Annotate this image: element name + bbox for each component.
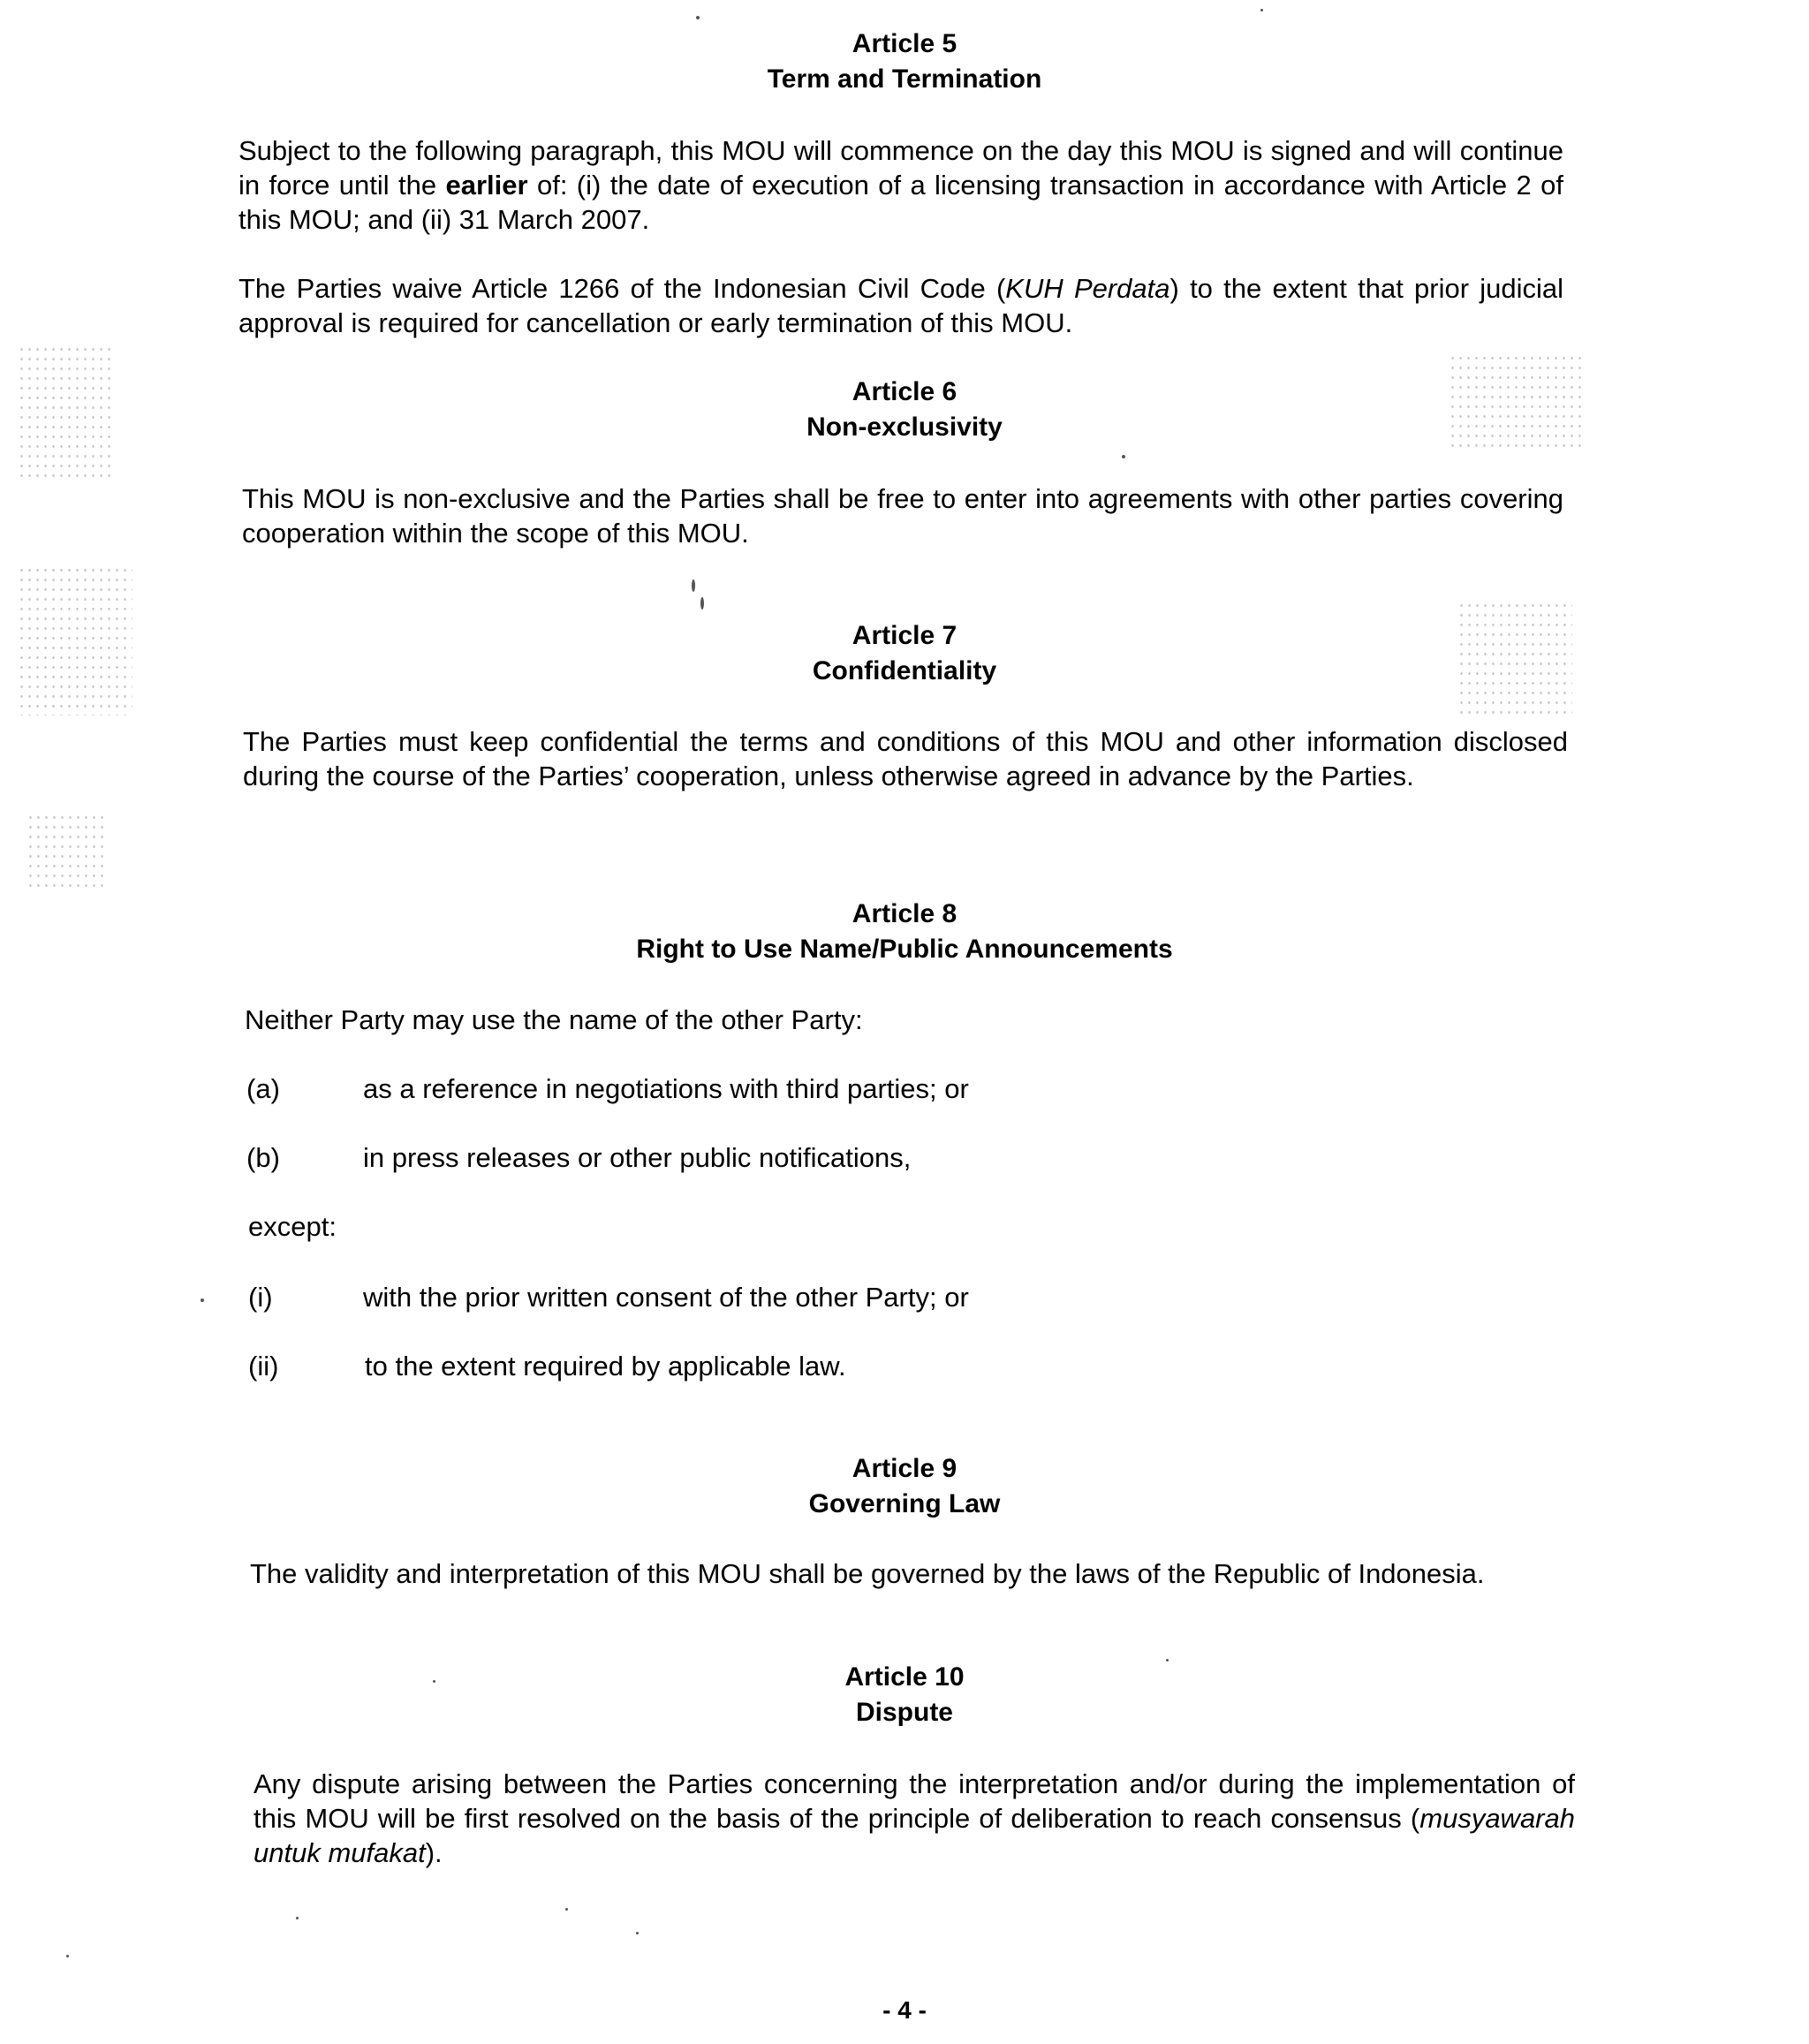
text-run: This MOU is non-exclusive and the Parties shall be free to enter into agreements with other parties covering cooperation within the scope of this MOU. <box>242 483 1563 549</box>
article-number: Article 6 <box>852 377 957 406</box>
article-6-heading <box>0 375 1809 445</box>
article-5-heading <box>0 26 1809 97</box>
article-10-heading <box>0 1660 1809 1730</box>
scan-speck <box>696 16 700 19</box>
scan-speck <box>201 1298 204 1302</box>
article-number: Article 7 <box>852 621 957 650</box>
scan-noise <box>26 813 106 892</box>
article-title: Governing Law <box>808 1489 1001 1518</box>
text-run: Any dispute arising between the Parties concerning the interpretation and/or during the implementation of this MOU will be first resolved on the basis of the principle of deliberation to reach consensus ( <box>254 1768 1575 1834</box>
scan-speck <box>636 1932 639 1934</box>
emphasis-text: earlier <box>445 170 528 201</box>
list-marker: (a) <box>246 1073 280 1104</box>
text-run: The Parties waive Article 1266 of the Indonesian Civil Code ( <box>238 273 1006 304</box>
list-marker: (b) <box>246 1142 280 1173</box>
text-run: of: (i) the date of execution of a licensing transaction in accordance with Article 2 of this MOU; and (ii) 31 March 2007. <box>238 170 1563 235</box>
except-label: except: <box>248 1211 337 1242</box>
list-item: as a reference in negotiations with third parties; or <box>363 1073 969 1104</box>
scan-speck <box>1122 455 1125 458</box>
article-title: Confidentiality <box>812 656 997 685</box>
scan-speck <box>565 1908 568 1911</box>
article-5-paragraph-2 <box>238 271 1563 340</box>
article-title: Right to Use Name/Public Announcements <box>636 935 1173 964</box>
article-9-paragraph <box>250 1556 1575 1591</box>
italic-term: musyawarah untuk mufakat <box>254 1803 1575 1868</box>
article-5-paragraph-1 <box>238 133 1563 237</box>
article-number: Article 10 <box>844 1662 965 1692</box>
scan-speck <box>296 1917 299 1919</box>
text-run: ). <box>425 1837 443 1868</box>
list-marker: (i) <box>248 1282 273 1313</box>
scan-speck <box>700 597 704 609</box>
text-run: Subject to the following paragraph, this MOU will commence on the day this MOU is signed and will continue in force until the <box>238 135 1563 201</box>
scan-speck <box>692 579 695 592</box>
page-number: - 4 - <box>882 1996 927 2024</box>
article-number: Article 9 <box>852 1454 957 1483</box>
text-run: The validity and interpretation of this MOU shall be governed by the laws of the Republic of Indonesia. <box>250 1558 1485 1589</box>
article-number: Article 5 <box>852 29 957 58</box>
scan-speck <box>66 1955 69 1957</box>
list-marker: (ii) <box>248 1351 279 1382</box>
list-item: to the extent required by applicable law. <box>365 1351 846 1382</box>
article-7-heading <box>0 618 1809 689</box>
scan-speck <box>1260 9 1263 11</box>
text-run: ) to the extent that prior judicial approval is required for cancellation or early termination of this MOU. <box>238 273 1564 338</box>
article-7-paragraph <box>243 724 1568 793</box>
italic-term: KUH Perdata <box>1005 273 1170 304</box>
text-run: The Parties must keep confidential the terms and conditions of this MOU and other information disclosed during the course of the Parties’ cooperation, unless otherwise agreed in advance by the Parties. <box>243 726 1568 791</box>
article-8-intro: Neither Party may use the name of the other Party: <box>245 1004 863 1035</box>
article-number: Article 8 <box>852 899 957 928</box>
list-item: with the prior written consent of the other Party; or <box>363 1282 969 1313</box>
article-9-heading <box>0 1451 1809 1522</box>
article-6-paragraph <box>242 481 1563 550</box>
article-8-heading <box>0 897 1809 967</box>
article-title: Dispute <box>855 1698 953 1727</box>
article-title: Non-exclusivity <box>806 413 1003 442</box>
article-10-paragraph <box>254 1767 1575 1870</box>
list-item: in press releases or other public notifications, <box>363 1142 912 1173</box>
article-title: Term and Termination <box>767 64 1042 94</box>
